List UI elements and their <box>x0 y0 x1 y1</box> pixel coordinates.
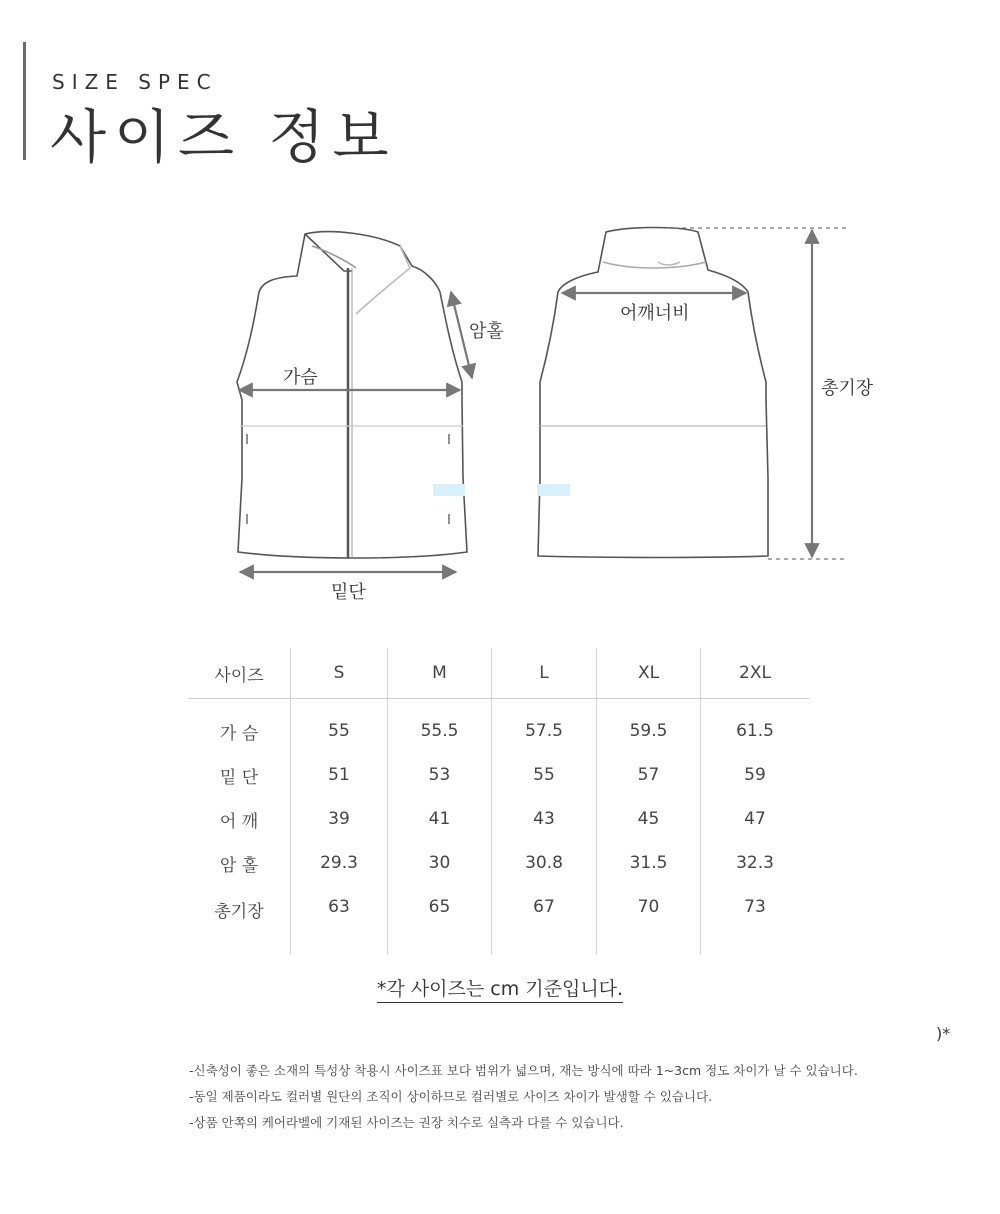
table-cell: 59 <box>701 753 810 797</box>
vest-front-illustration <box>237 232 467 558</box>
unit-note <box>0 974 1000 1001</box>
chest-label: 가슴 <box>283 367 318 388</box>
highlight-mark <box>537 484 570 496</box>
table-cell: 55.5 <box>388 699 492 754</box>
armhole-label: 암홀 <box>469 321 504 342</box>
disclaimer-item: -신축성이 좋은 소재의 특성상 착용시 사이즈표 보다 범위가 넓으며, 재는 방식에 따라 1~3cm 정도 차이가 날 수 있습니다. <box>189 1063 858 1078</box>
vest-back-illustration <box>538 228 768 558</box>
table-header-size-label: 사이즈 <box>188 648 291 699</box>
table-cell: 30 <box>388 841 492 885</box>
table-header-size: 2XL <box>701 648 810 699</box>
table-cell: 45 <box>597 797 701 841</box>
table-row <box>188 885 809 955</box>
table-cell: 59.5 <box>597 699 701 754</box>
section-eyebrow: SIZE SPEC <box>52 70 218 94</box>
table-cell: 57.5 <box>492 699 597 754</box>
disclaimer-item: -동일 제품이라도 컬러별 원단의 조직이 상이하므로 컬러별로 사이즈 차이가 발생할 수 있습니다. <box>189 1089 713 1104</box>
table-header-size: XL <box>597 648 701 699</box>
corner-mark: )* <box>936 1024 951 1043</box>
row-label: 어 깨 <box>219 811 259 832</box>
table-header-row <box>188 648 809 699</box>
table-cell: 53 <box>388 753 492 797</box>
row-label: 암 홀 <box>219 855 259 876</box>
table-cell: 47 <box>701 797 810 841</box>
header-accent-bar <box>23 42 26 160</box>
row-label: 가 슴 <box>219 723 259 744</box>
table-cell: 63 <box>291 885 388 955</box>
row-label: 총기장 <box>214 902 264 922</box>
table-cell: 31.5 <box>597 841 701 885</box>
table-cell: 30.8 <box>492 841 597 885</box>
table-cell: 65 <box>388 885 492 955</box>
hem-label: 밑단 <box>331 582 366 603</box>
table-row <box>188 797 809 841</box>
table-cell: 55 <box>291 699 388 754</box>
table-cell: 39 <box>291 797 388 841</box>
table-cell: 43 <box>492 797 597 841</box>
length-label: 총기장 <box>821 378 874 399</box>
highlight-mark <box>433 484 465 496</box>
disclaimer-list <box>189 1058 858 1136</box>
unit-note-text: *각 사이즈는 cm 기준입니다. <box>377 978 623 1003</box>
disclaimer-item: -상품 안쪽의 케어라벨에 기재된 사이즈는 권장 치수로 실측과 다를 수 있습니다. <box>189 1115 624 1130</box>
table-cell: 61.5 <box>701 699 810 754</box>
table-header-size: S <box>291 648 388 699</box>
table-header-size: L <box>492 648 597 699</box>
table-cell: 57 <box>597 753 701 797</box>
page-title: 사이즈 정보 <box>50 103 397 171</box>
shoulder-label: 어깨너비 <box>620 303 690 324</box>
table-row <box>188 753 809 797</box>
table-cell: 55 <box>492 753 597 797</box>
table-cell: 32.3 <box>701 841 810 885</box>
table-header-size: M <box>388 648 492 699</box>
table-cell: 70 <box>597 885 701 955</box>
table-cell: 29.3 <box>291 841 388 885</box>
table-cell: 73 <box>701 885 810 955</box>
table-cell: 41 <box>388 797 492 841</box>
table-cell: 51 <box>291 753 388 797</box>
size-spec-table <box>188 648 809 955</box>
vest-measurement-diagram <box>0 200 1000 610</box>
table-row <box>188 699 809 754</box>
table-row <box>188 841 809 885</box>
table-cell: 67 <box>492 885 597 955</box>
row-label: 밑 단 <box>219 767 259 788</box>
